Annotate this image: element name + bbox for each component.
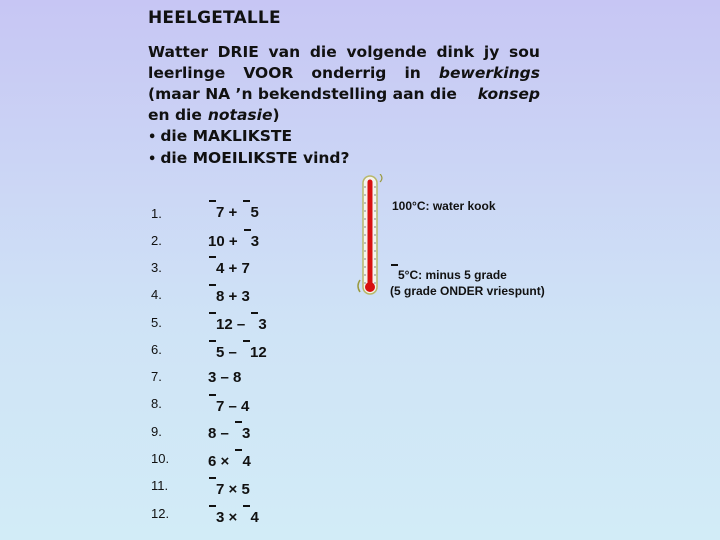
number: 7 [241,260,250,277]
negative-number: 7 [216,481,225,498]
negative-number: 3 [242,425,251,442]
negative-number: 4 [216,260,225,277]
word: jy [483,43,500,61]
operator: + [228,204,238,221]
page-title: HEELGETALLE [148,8,281,28]
word: in [404,64,421,82]
bullet-easiest [148,126,540,148]
negative-number: 7 [216,204,225,221]
bullet-text: die MOEILIKSTE vind? [160,149,350,167]
intro-line-3 [148,84,540,105]
word: DRIE [217,43,259,61]
expression [216,344,267,361]
expression [216,316,267,333]
expression [216,204,259,221]
number: 5 [241,481,250,498]
text: (maar NA ’n bekendstelling aan die [148,85,457,103]
bullet-icon: • [148,130,157,145]
instructions [148,42,540,170]
bullet-icon: • [148,152,157,167]
negative-number: 5 [250,204,259,221]
number: 8 [208,425,217,442]
operator: + [228,260,238,277]
number: 3 [241,288,250,305]
word: onderrig [311,64,387,82]
number: 3 [208,369,217,386]
negative-number: 3 [216,509,225,526]
number: 6 [208,453,217,470]
intro-line-4 [148,105,540,126]
operator: – [228,398,237,415]
item-number: 10. [151,451,170,466]
negative-number: 4 [242,453,251,470]
item-number: 1. [151,206,162,221]
negative-number: 3 [250,233,260,250]
emphasis-text: bewerkings [438,64,540,82]
item-number: 3. [151,260,162,275]
text: en die [148,106,202,124]
operator: + [228,233,238,250]
expression [216,288,250,305]
text: ) [272,106,280,124]
boiling-point-label: 100°C: water kook [392,199,496,213]
expression [216,481,250,498]
word: dink [436,43,475,61]
expression [216,509,259,526]
word: leerlinge [148,64,226,82]
negative-number: 7 [216,398,225,415]
operator: – [228,344,237,361]
minus-five-label [398,268,507,282]
item-number: 5. [151,315,162,330]
item-number: 4. [151,287,162,302]
word: sou [509,43,540,61]
expression [216,398,249,415]
negative-number: 8 [216,288,225,305]
negative-number: 12 [250,344,267,361]
item-number: 7. [151,369,162,384]
item-number: 6. [151,342,162,357]
bullet-hardest [148,148,540,170]
word: volgende [346,43,427,61]
expression [208,233,259,250]
bullet-text: die MAKLIKSTE [160,127,293,145]
emphasis-text: notasie [207,106,273,124]
expression [216,260,250,277]
negative-number: 4 [250,509,259,526]
item-number: 11. [151,478,169,493]
word: VOOR [243,64,294,82]
negative-number: 3 [258,316,267,333]
operator: × [228,509,238,526]
item-number: 12. [151,506,170,521]
operator: + [228,288,238,305]
item-number: 9. [151,424,162,439]
word: van [268,43,301,61]
operator: – [236,316,246,333]
operator: × [228,481,238,498]
intro-line-1 [148,42,540,63]
word: Watter [148,43,208,61]
operator: – [220,369,229,386]
negative-temperature: 5°C: minus 5 grade [398,268,507,282]
item-number: 8. [151,396,162,411]
expression [208,453,251,470]
word: die [309,43,337,61]
emphasis-text: konsep [477,85,540,103]
intro-line-2 [148,63,540,84]
operator: × [220,453,230,470]
expression [208,425,250,442]
item-number: 2. [151,233,162,248]
thermometer-icon [354,174,386,299]
negative-number: 12 [216,316,233,333]
number: 8 [233,369,242,386]
operator: – [220,425,229,442]
number: 10 [208,233,225,250]
number: 4 [241,398,250,415]
below-freezing-label: (5 grade ONDER vriespunt) [390,284,545,298]
expression [208,369,241,386]
negative-number: 5 [216,344,225,361]
